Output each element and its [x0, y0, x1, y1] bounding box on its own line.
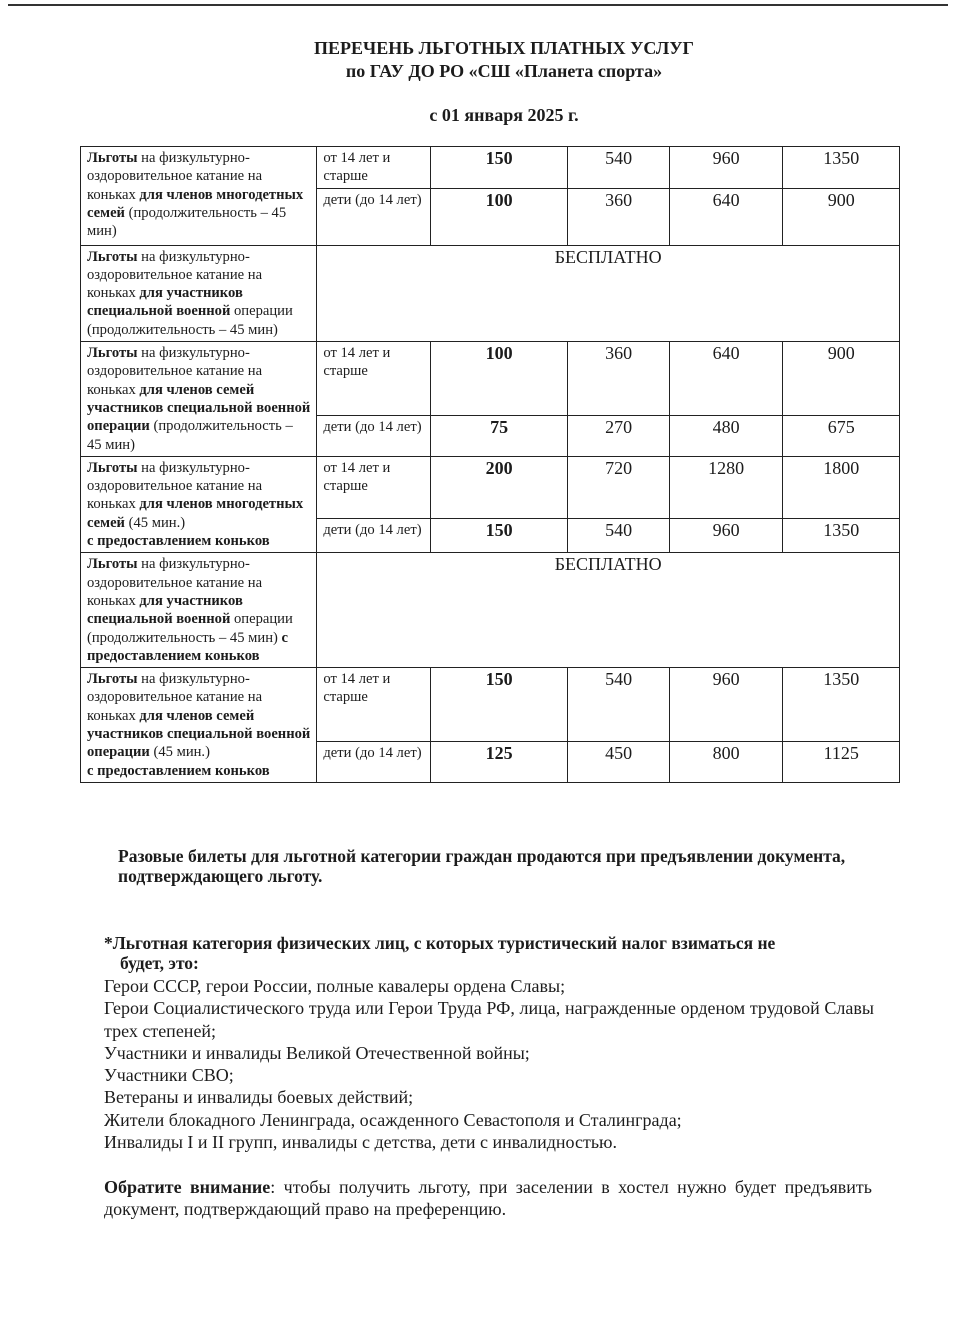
table-row: [81, 147, 900, 189]
price-cell: 150: [430, 668, 567, 742]
price-cell: 125: [430, 741, 567, 782]
organization-name: по ГАУ ДО РО «СШ «Планета спорта»: [345, 61, 663, 81]
list-item: Ветераны и инвалиды боевых действий;: [104, 1087, 414, 1108]
single-tickets-note: Разовые билеты для льготной категории граждан продаются при предъявлении документа, подтверждающего льготу.: [118, 846, 846, 886]
price-cell: 960: [669, 518, 783, 553]
age-group: дети (до 14 лет): [317, 741, 431, 782]
price-cell: 960: [669, 147, 783, 189]
price-cell: 150: [430, 518, 567, 553]
age-group: от 14 лет и старше: [317, 668, 431, 742]
price-cell: 720: [568, 456, 670, 518]
price-cell: 200: [430, 456, 567, 518]
price-cell: 1280: [669, 456, 783, 518]
document-title: ПЕРЕЧЕНЬ ЛЬГОТНЫХ ПЛАТНЫХ УСЛУГ: [314, 38, 694, 58]
service-description: Льготы на физкультурно-оздоровительное катание на коньках для участников специальной военной операции (продолжительность – 45 мин) с предоставлением коньков: [81, 553, 317, 668]
attention-text: : чтобы получить льготу, при заселении в хостел нужно будет предъявить документ, подтверждающий право на преференцию.: [104, 1177, 872, 1219]
table-row: [81, 553, 900, 668]
price-cell: 100: [430, 188, 567, 245]
effective-date: с 01 января 2025 г.: [429, 105, 579, 125]
free-label: БЕСПЛАТНО: [317, 245, 900, 341]
price-cell: 360: [568, 342, 670, 416]
service-description: Льготы на физкультурно-оздоровительное катание на коньках для членов многодетных семей (продолжительность – 45 мин): [81, 147, 317, 246]
age-group: от 14 лет и старше: [317, 147, 431, 189]
price-cell: 1350: [783, 668, 900, 742]
list-item: Жители блокадного Ленинграда, осажденного Севастополя и Сталинграда;: [104, 1109, 682, 1130]
price-cell: 675: [783, 415, 900, 456]
price-table: [80, 146, 900, 783]
category-list: [104, 975, 874, 1153]
price-cell: 450: [568, 741, 670, 782]
price-cell: 1350: [783, 518, 900, 553]
table-row: [81, 245, 900, 341]
list-item: Участники и инвалиды Великой Отечественной войны;: [104, 1042, 530, 1063]
price-cell: 640: [669, 188, 783, 245]
price-cell: 1125: [783, 741, 900, 782]
free-label: БЕСПЛАТНО: [317, 553, 900, 668]
price-cell: 75: [430, 415, 567, 456]
list-item: Участники СВО;: [104, 1065, 234, 1086]
attention-label: Обратите внимание: [104, 1177, 271, 1197]
age-group: дети (до 14 лет): [317, 415, 431, 456]
table-row: [81, 668, 900, 742]
list-item: Инвалиды I и II групп, инвалиды с детства, дети с инвалидностью.: [104, 1132, 617, 1153]
age-group: дети (до 14 лет): [317, 518, 431, 553]
top-border-line: [8, 4, 948, 6]
age-group: от 14 лет и старше: [317, 342, 431, 416]
price-cell: 360: [568, 188, 670, 245]
category-intro: [104, 933, 864, 973]
service-description: Льготы на физкультурно-оздоровительное катание на коньках для участников специальной военной операции (продолжительность – 45 мин): [81, 245, 317, 341]
service-description: Льготы на физкультурно-оздоровительное катание на коньках для членов семей участников специальной военной операции (продолжительность – 45 мин): [81, 342, 317, 457]
price-cell: 150: [430, 147, 567, 189]
price-cell: 900: [783, 342, 900, 416]
price-cell: 480: [669, 415, 783, 456]
service-description: Льготы на физкультурно-оздоровительное катание на коньках для членов семей участников специальной военной операции (45 мин.) с предоставлением коньков: [81, 668, 317, 783]
price-cell: 900: [783, 188, 900, 245]
category-intro-line2: будет, это:: [120, 953, 199, 973]
price-cell: 1350: [783, 147, 900, 189]
price-cell: 100: [430, 342, 567, 416]
age-group: от 14 лет и старше: [317, 456, 431, 518]
price-cell: 270: [568, 415, 670, 456]
price-cell: 540: [568, 668, 670, 742]
price-cell: 1800: [783, 456, 900, 518]
price-cell: 960: [669, 668, 783, 742]
service-description: Льготы на физкультурно-оздоровительное катание на коньках для членов многодетных семей (45 мин.) с предоставлением коньков: [81, 456, 317, 552]
price-cell: 800: [669, 741, 783, 782]
age-group: дети (до 14 лет): [317, 188, 431, 245]
table-row: [81, 456, 900, 518]
price-cell: 640: [669, 342, 783, 416]
attention-note: [104, 1176, 872, 1220]
list-item: Герои Социалистического труда или Герои Труда РФ, лица, награжденные орденом трудовой Славы трех степеней;: [104, 998, 874, 1041]
price-cell: 540: [568, 518, 670, 553]
price-cell: 540: [568, 147, 670, 189]
list-item: Герои СССР, герои России, полные кавалеры ордена Славы;: [104, 976, 566, 996]
category-intro-line1: *Льготная категория физических лиц, с которых туристический налог взиматься не: [104, 933, 776, 953]
table-row: [81, 342, 900, 416]
